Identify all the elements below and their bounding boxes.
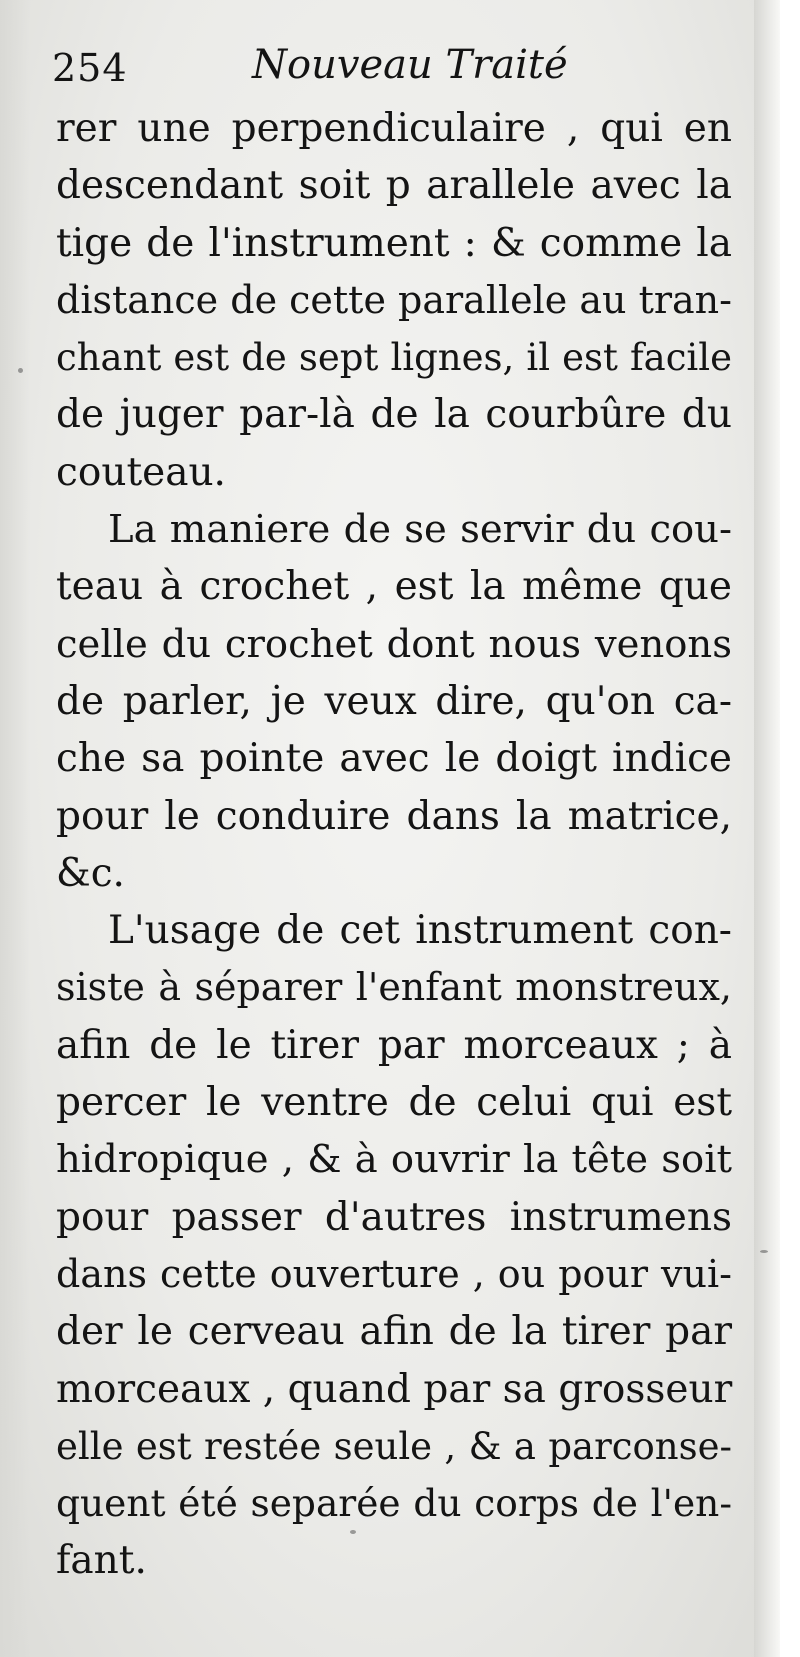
text-line: La maniere de se servir du cou-	[108, 507, 732, 553]
text-line: fant.	[56, 1538, 147, 1584]
text-line: pour le conduire dans la matrice,	[56, 793, 732, 839]
text-line: de parler, je veux dire, qu'on ca-	[56, 678, 732, 724]
text-line: descendant soit p arallele avec la	[56, 163, 732, 209]
paper-speck	[760, 1250, 768, 1253]
running-title: Nouveau Traité	[252, 42, 568, 88]
text-line: couteau.	[56, 449, 226, 495]
text-line: L'usage de cet instrument con-	[108, 908, 732, 954]
text-line: siste à séparer l'enfant monstreux,	[56, 965, 732, 1010]
text-line: morceaux , quand par sa grosseur	[56, 1366, 733, 1412]
page-shadow	[0, 0, 30, 1657]
paper-speck	[350, 1530, 356, 1534]
text-line: quent été separée du corps de l'en-	[56, 1481, 732, 1526]
page-number: 254	[52, 46, 128, 90]
text-line: che sa pointe avec le doigt indice	[56, 736, 732, 782]
text-line: de juger par-là de la courbûre du	[56, 392, 732, 438]
text-line: afin de le tirer par morceaux ; à	[56, 1022, 732, 1068]
text-line: celle du crochet dont nous venons	[56, 621, 732, 667]
body-text	[56, 100, 732, 1590]
text-line: hidropique , & à ouvrir la tête soit	[56, 1137, 732, 1183]
paper-speck	[18, 368, 23, 373]
text-line: tige de l'instrument : & comme la	[56, 220, 732, 266]
text-line: dans cette ouverture , ou pour vui-	[56, 1251, 732, 1296]
text-line: &c.	[56, 850, 125, 896]
page-header	[52, 42, 732, 102]
text-line: teau à crochet , est la même que	[56, 564, 732, 610]
text-line: chant est de sept lignes, il est facile	[56, 336, 732, 380]
text-line: der le cerveau afin de la tirer par	[56, 1309, 732, 1355]
page-edge	[754, 0, 780, 1657]
text-line: percer le ventre de celui qui est	[56, 1080, 732, 1126]
text-line: distance de cette parallele au tran-	[56, 277, 732, 322]
text-line: elle est restée seule , & a parconse-	[56, 1424, 732, 1468]
text-line: rer une perpendiculaire , qui en	[56, 106, 732, 151]
text-line: pour passer d'autres instrumens	[56, 1194, 732, 1240]
